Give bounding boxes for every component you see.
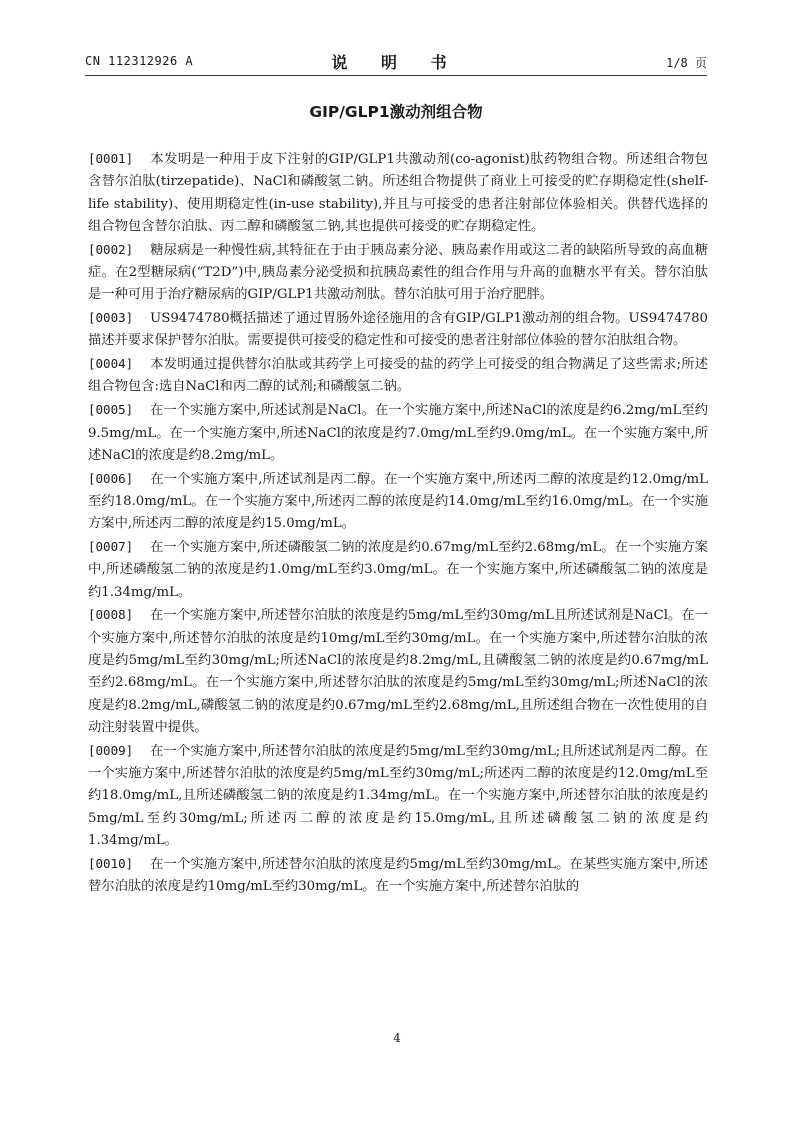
paragraph-number: [0003]	[88, 310, 134, 326]
paragraph-text: 在一个实施方案中,所述替尔泊肽的浓度是约5mg/mL至约30mg/mL。在某些实施方案中,所述替尔泊肽的浓度是约10mg/mL至约30mg/mL。在一个实施方案中,所述替尔泊肽的	[88, 856, 708, 894]
paragraph-number: [0002]	[88, 241, 134, 257]
paragraph	[88, 468, 708, 536]
paragraph-number: [0007]	[88, 539, 134, 555]
page-header	[85, 50, 707, 74]
paragraph-text: 在一个实施方案中,所述磷酸氢二钠的浓度是约0.67mg/mL至约2.68mg/mL。在一个实施方案中,所述磷酸氢二钠的浓度是约1.0mg/mL至约3.0mg/mL。在一个实施方案中,所述磷酸氢二钠的浓度是约1.34mg/mL。	[88, 540, 708, 600]
paragraph-text: 本发明是一种用于皮下注射的GIP/GLP1共激动剂(co-agonist)肽药物组合物。所述组合物包含替尔泊肽(tirzepatide)、NaCl和磷酸氢二钠。所述组合物提供了商业上可接受的贮存期稳定性(shelf-life stability)、使用期稳定性(in-use stability),并且与可接受的患者注射部位体验相关。供替代选择的组合物包含替尔泊肽、丙二醇和磷酸氢二钠,其也提供可接受的贮存期稳定性。	[88, 152, 708, 234]
paragraph-number: [0009]	[88, 742, 134, 758]
paragraph	[88, 853, 708, 899]
paragraph-number: [0005]	[88, 402, 134, 418]
paragraph-text: 在一个实施方案中,所述试剂是NaCl。在一个实施方案中,所述NaCl的浓度是约6.2mg/mL至约9.5mg/mL。在一个实施方案中,所述NaCl的浓度是约7.0mg/mL至约9.0mg/mL。在一个实施方案中,所述NaCl的浓度是约8.2mg/mL。	[88, 403, 708, 463]
paragraph-number: [0008]	[88, 607, 134, 623]
paragraph-number: [0004]	[88, 356, 134, 372]
paragraph	[88, 740, 708, 852]
paragraph-text: 本发明通过提供替尔泊肽或其药学上可接受的盐的药学上可接受的组合物满足了这些需求;所述组合物包含:选自NaCl和丙二醇的试剂;和磷酸氢二钠。	[88, 357, 708, 395]
paragraph-text: 糖尿病是一种慢性病,其特征在于由于胰岛素分泌、胰岛素作用或这二者的缺陷所导致的高血糖症。在2型糖尿病(“T2D”)中,胰岛素分泌受损和抗胰岛素性的组合作用与升高的血糖水平有关。替尔泊肽是一种可用于治疗糖尿病的GIP/GLP1共激动剂肽。替尔泊肽可用于治疗肥胖。	[88, 242, 708, 303]
document-body	[88, 148, 708, 899]
paragraph	[88, 239, 708, 307]
paragraph-number: [0001]	[88, 151, 134, 166]
section-title: 说 明 书	[331, 53, 461, 72]
paragraph-text: 在一个实施方案中,所述试剂是丙二醇。在一个实施方案中,所述丙二醇的浓度是约12.0mg/mL至约18.0mg/mL。在一个实施方案中,所述丙二醇的浓度是约14.0mg/mL至约16.0mg/mL。在一个实施方案中,所述丙二醇的浓度是约15.0mg/mL。	[88, 471, 708, 532]
paragraph-number: [0006]	[88, 470, 134, 486]
paragraph	[88, 536, 708, 604]
paragraph-number: [0010]	[88, 855, 134, 871]
header-rule	[85, 75, 707, 76]
paragraph	[88, 604, 708, 739]
paragraph-text: 在一个实施方案中,所述替尔泊肽的浓度是约5mg/mL至约30mg/mL且所述试剂是NaCl。在一个实施方案中,所述替尔泊肽的浓度是约10mg/mL至约30mg/mL。在一个实施方案中,所述替尔泊肽的浓度是约5mg/mL至约30mg/mL;所述NaCl的浓度是约8.2mg/mL,且磷酸氢二钠的浓度是约0.67mg/mL至约2.68mg/mL。在一个实施方案中,所述替尔泊肽的浓度是约5mg/mL至约30mg/mL;所述NaCl的浓度是约8.2mg/mL,磷酸氢二钠的浓度是约0.67mg/mL至约2.68mg/mL,且所述组合物在一次性使用的自动注射装置中提供。	[88, 608, 708, 735]
paragraph	[88, 307, 708, 353]
page-number: 4	[393, 1031, 401, 1045]
paragraph-text: 在一个实施方案中,所述替尔泊肽的浓度是约5mg/mL至约30mg/mL;且所述试剂是丙二醇。在一个实施方案中,所述替尔泊肽的浓度是约5mg/mL至约30mg/mL;所述丙二醇的浓度是约12.0mg/mL至约18.0mg/mL,且所述磷酸氢二钠的浓度是约1.34mg/mL。在一个实施方案中,所述替尔泊肽的浓度是约5mg/mL至约30mg/mL;所述丙二醇的浓度是约15.0mg/mL,且所述磷酸氢二钠的浓度是约1.34mg/mL。	[88, 743, 708, 848]
paragraph	[88, 353, 708, 399]
patent-number: CN 112312926 A	[85, 54, 194, 68]
page-indicator: 1/8 页	[666, 56, 707, 70]
document-title: GIP/GLP1激动剂组合物	[309, 103, 483, 121]
paragraph	[88, 399, 708, 467]
paragraph	[88, 148, 708, 238]
paragraph-text: US9474780概括描述了通过胃肠外途径施用的含有GIP/GLP1激动剂的组合物。US9474780描述并要求保护替尔泊肽。需要提供可接受的稳定性和可接受的患者注射部位体验的替尔泊肽组合物。	[88, 311, 708, 349]
